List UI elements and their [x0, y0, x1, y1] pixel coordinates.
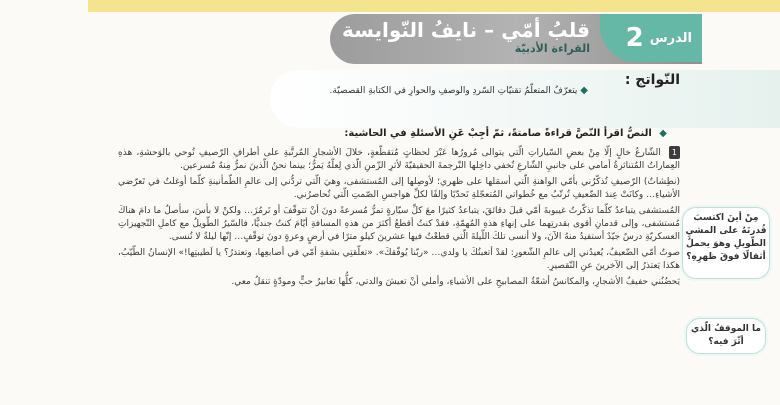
lesson-number: 2	[625, 23, 644, 53]
paragraph	[118, 146, 680, 173]
lesson-subtitle: القراءة الأدبيّة	[514, 42, 590, 55]
top-color-strip	[88, 0, 780, 12]
paragraph	[118, 276, 680, 289]
paragraph-text: يَحضُنُني حفيفُ الأشجارِ، والمكانسُ أشعّةُ المصابيحِ على الأشياءِ، وأملي أنْ تعيشَ والدتي، كلُّها تعابيرُ حبٍّ ومودّةٍ تنقلُ معي.	[231, 277, 680, 287]
margin-question-2: ما الموقفُ الّذي أثّرَ فيه؟	[686, 318, 766, 354]
lesson-number-tab	[600, 14, 702, 62]
outcomes-panel	[270, 70, 780, 128]
instruction-text: النصُّ اقرأ النّصَّ قراءةً صامتةً، ثمّ أجِبْ عَنِ الأسئلةِ في الحاشية:	[344, 128, 652, 139]
story-text	[118, 146, 680, 292]
reading-instruction	[344, 128, 667, 139]
outcomes-text	[288, 84, 588, 98]
margin-question-1: مِنْ أينَ اكتسبَ قُدرتَهُ على المشيِ الطّويلِ وهوَ يحملُ أثقالًا فوقَ ظهرِهِ؟	[682, 207, 770, 279]
diamond-bullet-icon: ◆	[580, 85, 588, 96]
paragraph-text: المُستشفى يتباعدُ كلّما تذكّرتُ غيبوبةَ أمّي قبلَ دقائقَ، يتباعدُ كثيرًا معَ كلِّ سيّارةٍ تمرُّ مُسرعةً دونَ أنْ تتوقّفَ أو تَرمُزَ… ولكنْ لا بأسَ، سأصلُ ما دامَ هناكَ مُستشفى، وإلى قدمانِ أقوى بقدرتِهما على إنهاءِ هذهِ المُهمّةِ، فقدْ كنتُ أقطعُ أكثرَ من هذهِ المسافةِ أيّامَ كنتُ جنديًّا، فالسّيرُ الطّويلُ مع كاملِ التّجهيزاتِ العسكريّةِ درسٌ جيّدٌ أستفيدُ منهُ الآنَ، ولا أنسى تلكَ اللّيلةَ الّتي قطعْتُ فيها عشرينَ كيلو مترًا في أرضٍ وعرةٍ دونَ توقّفٍ… إنّها ليلةٌ لا تُنسى.	[118, 206, 680, 242]
diamond-bullet-icon: ◆	[659, 128, 667, 139]
lesson-word: الدرس	[649, 30, 692, 46]
paragraph-text: الشّارعُ خالٍ إلّا مِنْ بعضِ السّياراتِ الّتي يتوالى مُرورُها عَبْرَ لحظاتٍ مُتقطّعةٍ، خلالَ الأشجارِ المُرتَّبةِ على أطرافِ الرّصيفِ تُوحي بالوَحشةِ، هذهِ العِماراتُ المُتناثرةُ أمامي على جانبيِ الشّارعِ تُخفي داخِلها التّرجمةَ الحقيقيّةَ لأثرِ الزّمنِ الّذي لِعلّهُ يَمرُّ؛ بينما نحنُ الّذينَ نمرُّ مِنهُ مُسرعين.	[118, 148, 680, 171]
paragraph-text: صوتُ أمّي الضّعيفُ، يُعيدُني إلى عالمِ الشّعورِ: لقدْ أتعبتُكَ يا ولدي… «ربّنا يُوفّقكَ». «تعلّقتِي بشفةِ أمّي في أصابعِها، وتعتذرُ؟ يا لَطيبتِها!» الإنسانُ الطّيّبُ، هكذا يَعتذرُ إلى الآخرينَ عنِ التّقصيرِ.	[118, 248, 680, 271]
paragraph	[118, 205, 680, 244]
paragraph	[118, 247, 680, 273]
paragraph-number: 1	[669, 146, 680, 159]
outcome-item: يتعرّفُ المتعلّمُ تقنيّاتِ السّردِ والوصفِ والحوارِ في الكتابةِ القصصيّة.	[329, 86, 578, 96]
lesson-title: قلبُ أمّي – نايفُ النّوايسة	[341, 18, 590, 42]
paragraph-text: (نطِشاتٌ) الرّصيفِ تُذكّرُني بأمّي الواهنةِ الّتي أسمَلها على ظهري؛ لأوصِلها إلى المُستشفى، وهيَ الّتي تردُّني إلى عالمِ الطّمأنينةِ كلّما أوغلتُ في تَعرّضي الأشياءِ… وكانَتْ عِندَ الضّعيفِ تُرتّبُ مع خُطواتي المُتعجّلةِ تَحدّيًا وإلفًا لكلِّ هواجسِ الصّمتِ الّتي تُحاصرُني.	[118, 177, 680, 200]
paragraph	[118, 176, 680, 202]
outcomes-label: النّواتج :	[624, 72, 680, 88]
